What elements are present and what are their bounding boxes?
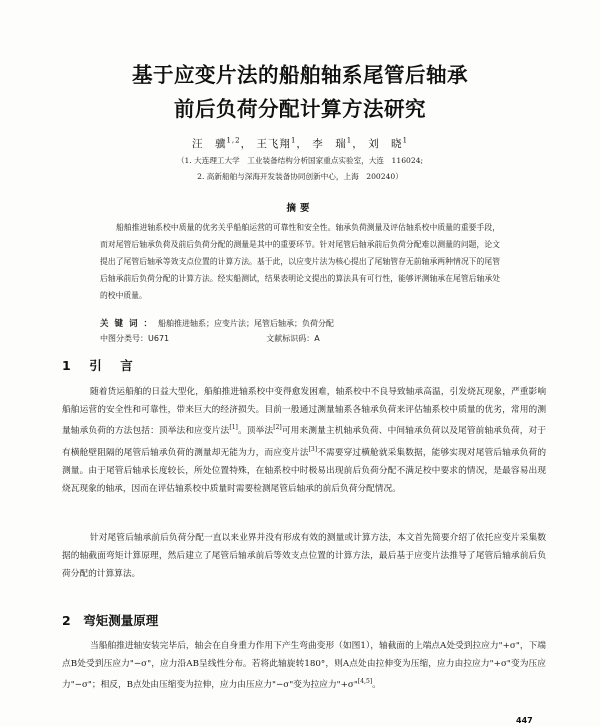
doc-code-value: A (314, 334, 320, 343)
author-name: 王飞翔 (256, 138, 291, 150)
clc-value: U671 (148, 334, 170, 343)
abstract-text: 船舶推进轴系校中质量的优劣关乎船舶运营的可靠性和安全性。轴承负荷测量及评估轴系校中质量的重要手段，而对尾管后轴承负荷及前后负荷分配的测量是其中的重要环节。针对尾管后轴承前后负荷分配难以测量的问题，论文提出了尾管后轴承等效支点位置的计算方法。基于此，以应变片法为核心提出了尾轴管存无前轴承两种情况下的尾管后轴承前后负荷分配的计算方法。经实船测试，结果表明论文提出的算法具有可行性，能够评测轴承在尾管后轴承处的校中质量。 (100, 223, 500, 300)
intro-paragraph-1 (62, 383, 546, 498)
citation-mark: [3] (308, 445, 318, 453)
intro-p1-text-a: 随着货运船舶的日益大型化，船舶推进轴系校中变得愈发困难，轴系校中不良导致轴承高温，引发烧瓦现象，严重影响船舶运营的安全性和可靠性，带来巨大的经济损失。目前一般通过测量轴系各轴承负荷来评估轴系校中质量的优劣，常用的测量轴承负荷的方法包括：顶举法和应变片法 (62, 387, 546, 437)
page-number: 447 (516, 716, 533, 725)
classification-line (100, 333, 520, 344)
intro-paragraph-2: 针对尾管后轴承前后负荷分配一直以来业界并没有形成有效的测量或计算方法，本文首先简要介绍了依托应变片采集数据的轴截面弯矩计算原理，然后建立了尾管后轴承前后等效支点位置的计算方法，最后基于应变片法推导了尾管后轴承前后负荷分配的计算算法。 (62, 533, 546, 580)
author-name: 李 瑞 (312, 138, 347, 150)
section-2-p1-text: 当船舶推进轴安装完毕后，轴会在自身重力作用下产生弯曲变形（如图1），轴截面的上端点A处受到拉应力"+σ"，下端点B处受到压应力"−σ"，应力沿AB呈线性分布。若将此轴旋转180°，则A点处由拉伸变为压缩，应力由拉应力"+σ"变为压应力"−σ"；相反，B点处由压缩变为拉伸，应力由压应力"−σ"变为拉应力"+σ" (62, 641, 546, 691)
affiliation-line-1: （1. 大连理工大学 工业装备结构分析国家重点实验室，大连 116024; (176, 156, 424, 165)
clc-label: 中图分类号： (100, 334, 148, 343)
author-separator: ， (352, 138, 364, 150)
paper-title-line-2: 前后负荷分配计算方法研究 (174, 97, 426, 121)
keywords-line (100, 317, 520, 329)
citation-mark: [2] (273, 424, 282, 432)
intro-p1-text-d: 不需要穿过横舱就采集数据，能够实现对尾管后轴承负荷的测量。由于尾管后轴承长度较长，所处位置特殊，在轴系校中时极易出现前后负荷分配不满足校中要求的情况，是最容易出现烧瓦现象的轴承，因而在评估轴系校中质量时需要检测尾管后轴承的前后负荷分配情况。 (62, 447, 547, 494)
doc-code-label: 文献标识码： (266, 334, 315, 343)
section-1-heading: 1 引 言 (62, 358, 136, 373)
section-2-paragraph-1 (62, 637, 546, 695)
author-affiliation-mark: 1 (346, 136, 353, 145)
affiliation-line-2: 2. 高新船舶与深海开发装备协同创新中心，上海 200240） (197, 172, 403, 181)
paper-title-line-1: 基于应变片法的船舶轴系尾管后轴承 (132, 63, 468, 87)
author-separator: ， (296, 138, 308, 150)
intro-p1-text-b: 。顶举法 (237, 426, 274, 437)
intro-p1-text-c: 可用来测量主机轴承负荷、中间轴承负荷以及尾管前轴承负荷，对于有横舱壁阻隔的尾管后轴承负荷的测量却无能为力，而应变片法 (62, 426, 547, 458)
section-2-heading: 2 弯矩测量原理 (62, 613, 159, 628)
author-name: 刘 晓 (368, 138, 403, 150)
author-list (0, 136, 600, 151)
section-2-p1-end: 。 (372, 680, 381, 691)
author-affiliation-mark: 1,2 (226, 136, 241, 145)
citation-mark: [1] (229, 424, 238, 432)
author-affiliation-mark: 1 (402, 136, 409, 145)
author-name: 汪 骥 (191, 138, 227, 150)
author-separator: ， (240, 138, 253, 150)
keywords-label: 关键词： (100, 319, 159, 329)
keywords-text: 船舶推进轴系；应变片法；尾管后轴承；负荷分配 (158, 319, 335, 328)
author-affiliation-mark: 1 (290, 136, 297, 145)
citation-mark: [4,5] (357, 678, 373, 686)
abstract-heading: 摘要 (286, 203, 314, 214)
